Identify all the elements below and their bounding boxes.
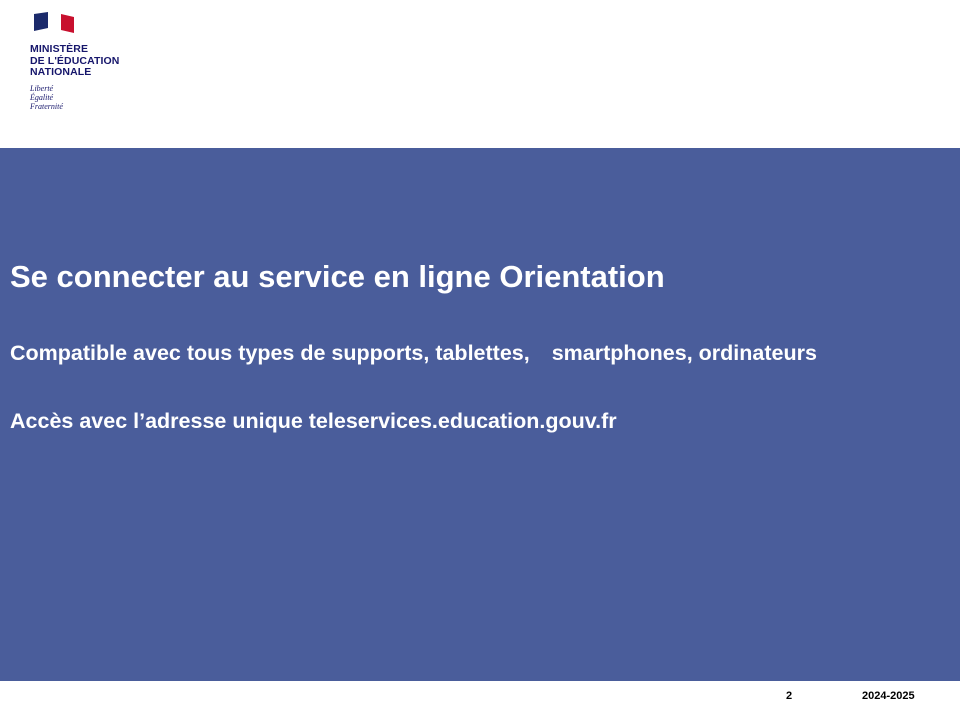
content-panel xyxy=(0,148,960,681)
motto-line-1: Liberté xyxy=(30,83,54,93)
page-number: 2 xyxy=(786,690,793,702)
paragraph-access-url: Accès avec l’adresse unique teleservices.education.gouv.fr xyxy=(10,409,617,433)
ministry-line-1: MINISTÈRE xyxy=(30,43,89,55)
spacer xyxy=(10,296,930,338)
paragraph-compatibility-part-1: Compatible avec tous types de supports, tablettes, xyxy=(10,341,530,365)
french-flag-icon xyxy=(32,10,76,40)
motto-line-3: Fraternité xyxy=(30,101,63,111)
page-title: Se connecter au service en ligne Orientation xyxy=(10,259,665,294)
ministry-logo xyxy=(30,10,180,111)
school-year-label: 2024-2025 xyxy=(862,690,915,702)
ministry-line-2: DE L'ÉDUCATION xyxy=(30,54,120,67)
content-block xyxy=(10,258,930,436)
paragraph-compatibility-part-2: smartphones, ordinateurs xyxy=(551,341,817,365)
slide-footer xyxy=(0,681,960,720)
ministry-name xyxy=(30,44,180,79)
ministry-line-3: NATIONALE xyxy=(30,66,92,78)
paragraph-compatibility xyxy=(10,338,930,368)
republic-motto xyxy=(30,84,180,111)
motto-line-2: Égalité xyxy=(30,92,54,102)
spacer xyxy=(10,368,930,406)
